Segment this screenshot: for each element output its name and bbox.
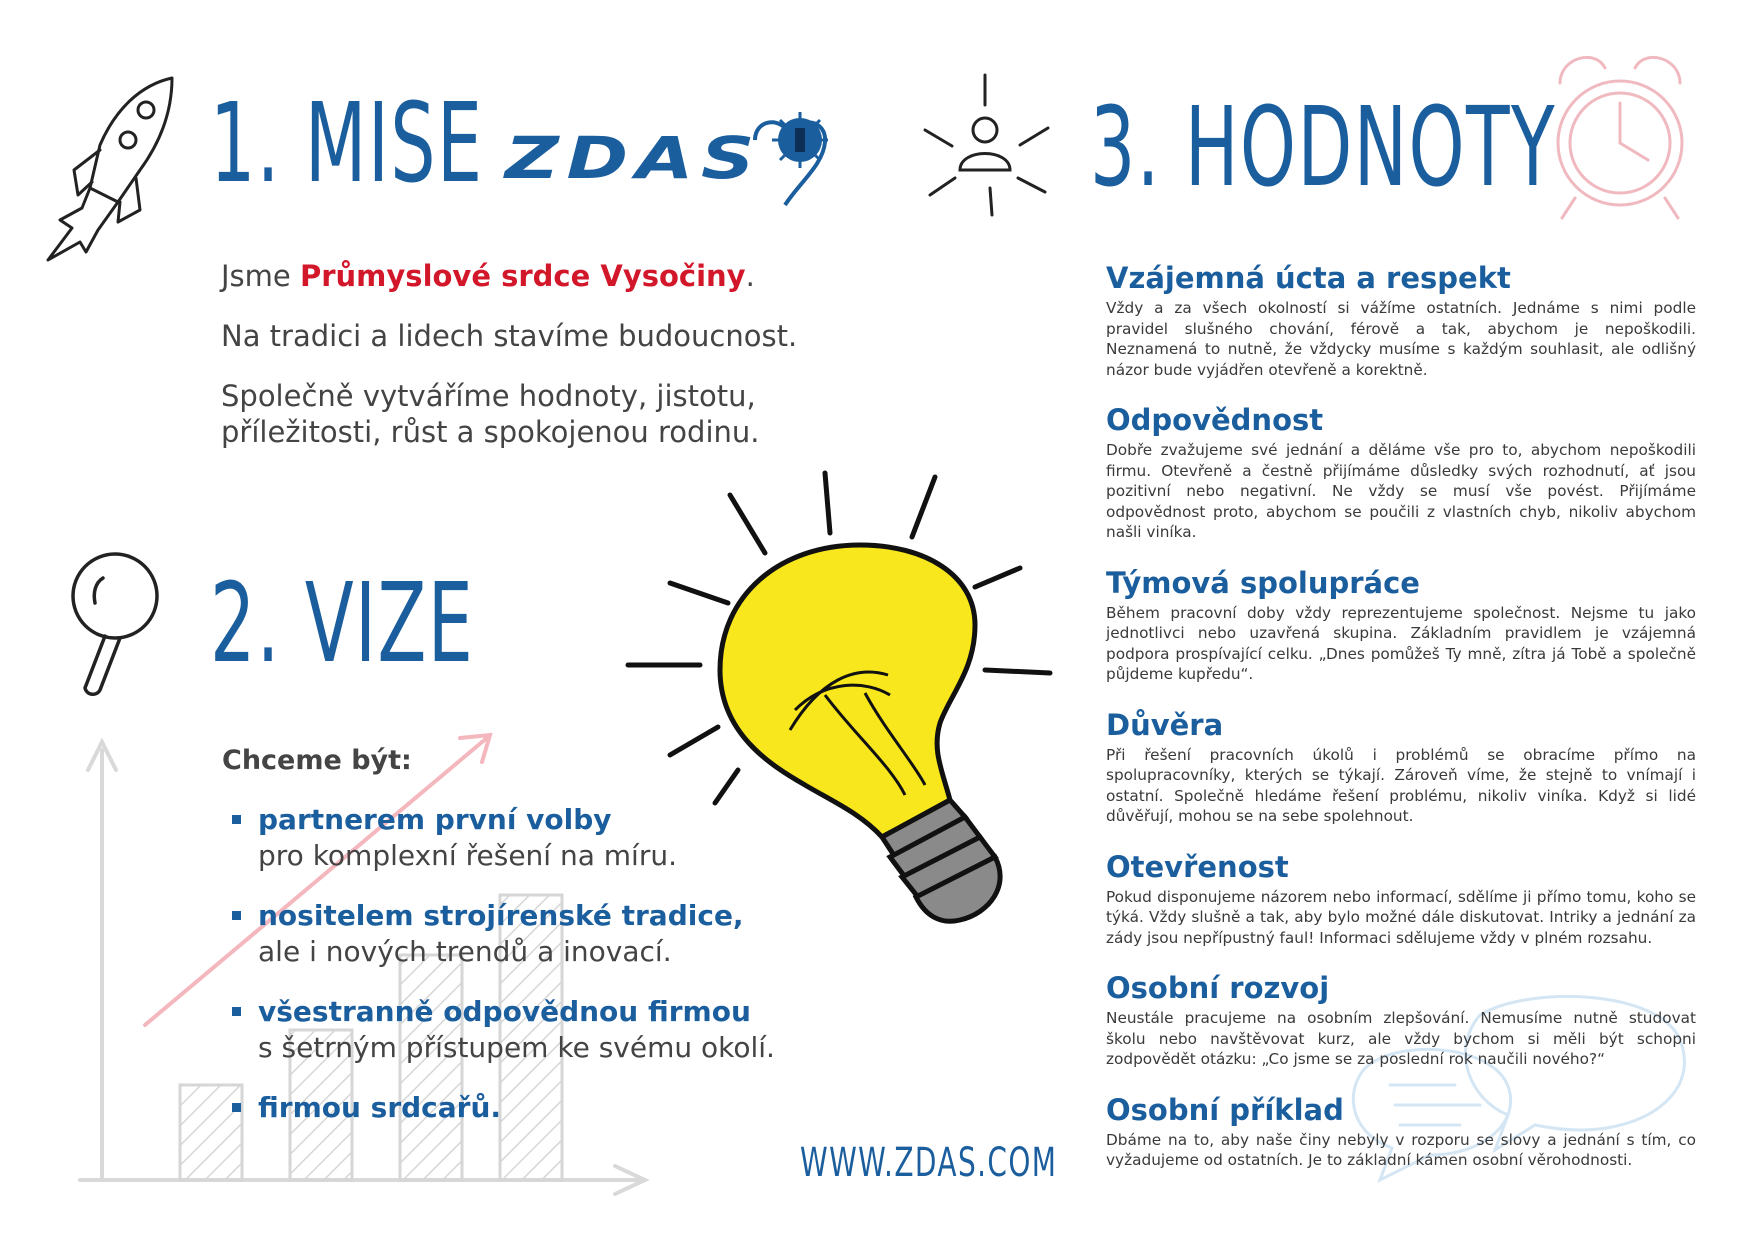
- zdas-logo: [505, 110, 825, 215]
- mission-highlight: Průmyslové srdce Vysočiny: [299, 259, 746, 293]
- values-list: [1106, 260, 1696, 1193]
- list-item: všestranně odpovědnou firmou s šetrným přístupem ke svému okolí.: [232, 994, 832, 1066]
- rocket-icon: [40, 70, 180, 270]
- mission-text: [221, 258, 841, 450]
- value-item: [1106, 565, 1696, 685]
- value-title: Vzájemná úcta a respekt: [1106, 261, 1511, 295]
- heart-icon: [745, 110, 835, 210]
- value-text: Neustále pracujeme na osobním zlepšování. Nemusíme nutně studovat školu nebo navštěvovat kurz, ale vždy bychom si měli být schopni zodpovědět otázku: „Co jsme se za poslední rok naučili nového?“: [1106, 1009, 1696, 1068]
- mission-line-2: Na tradici a lidech stavíme budoucnost.: [221, 319, 798, 353]
- value-item: [1106, 260, 1696, 380]
- value-text: Během pracovní doby vždy reprezentujeme společnost. Nejsme tu jako jednotlivci nebo uzavřená skupina. Základním pravidlem je vzájemná podpora prospívající celku. „Dnes pomůžeš Ty mně, zítra já Tobě a společně půjdeme kupředu“.: [1106, 603, 1696, 683]
- magnifier-icon: [65, 548, 175, 698]
- logo-text: ZDAS: [505, 124, 763, 192]
- value-title: Osobní rozvoj: [1106, 971, 1330, 1005]
- vision-intro: Chceme být:: [222, 745, 412, 776]
- heading-vize: 2. VIZE: [210, 559, 475, 687]
- value-text: Dbáme na to, aby naše činy nebyly v rozporu se slovy a jednání s tím, co vyžadujeme od ostatních. Je to základní kámen osobní věrohodnosti.: [1106, 1130, 1696, 1169]
- person-idea-icon: [910, 70, 1060, 220]
- value-item: [1106, 1092, 1696, 1171]
- heading-hodnoty: 3. HODNOTY: [1090, 83, 1556, 211]
- list-item: firmou srdcařů.: [232, 1090, 832, 1126]
- value-title: Osobní příklad: [1106, 1092, 1344, 1127]
- value-item: [1106, 707, 1696, 827]
- alarm-clock-icon: [1540, 48, 1700, 223]
- mission-line-3: Společně vytváříme hodnoty, jistotu, příležitosti, růst a spokojenou rodinu.: [221, 379, 760, 449]
- list-item: nositelem strojírenské tradice, ale i nových trendů a inovací.: [232, 898, 832, 970]
- value-title: Odpovědnost: [1106, 403, 1324, 437]
- value-item: [1106, 849, 1696, 949]
- value-title: Důvěra: [1106, 707, 1224, 742]
- light-bulb-icon: [620, 465, 1060, 945]
- value-title: Otevřenost: [1106, 849, 1289, 884]
- website-link[interactable]: WWW.ZDAS.COM: [800, 1140, 1058, 1186]
- value-text: Při řešení pracovních úkolů i problémů se obracíme přímo na spolupracovníky, kterých se týkají. Zároveň víme, že stejně to vnímají i ostatní. Společně hledáme řešení problému, nikoliv viníka. Když si lidé důvěřují, mohou se na sebe spolehnout.: [1106, 745, 1696, 825]
- value-text: Pokud disponujeme názorem nebo informací, sdělíme ji přímo tomu, koho se týká. Vždy slušně a tak, aby bylo možné dále diskutovat. Intriky a jednání za zády jsou nepřípustný faul! Informaci sdělujeme vždy v plném rozsahu.: [1106, 887, 1696, 947]
- list-item: partnerem první volby pro komplexní řešení na míru.: [232, 802, 832, 874]
- value-title: Týmová spolupráce: [1106, 565, 1420, 600]
- value-text: Vždy a za všech okolností si vážíme ostatních. Jednáme s nimi podle pravidel slušného chování, férově a tak, abychom je nepoškodili. Neznamená to nutně, že vždycky musíme s každým souhlasit, ale odlišný názor bude vyjádřen otevřeně a korektně.: [1106, 299, 1696, 379]
- value-text: Dobře zvažujeme své jednání a děláme vše pro to, abychom nepoškodili firmu. Otevřeně a čestně přijímáme důsledky svých rozhodnutí, ať jsou pozitivní nebo negativní. Ne vždy se musí vše povést. Přijímáme odpovědnost proto, abychom se poučili z vlastních chyb, nikoliv abychom našli viníka.: [1106, 441, 1696, 541]
- heading-mise: 1. MISE: [210, 79, 484, 207]
- value-item: [1106, 402, 1696, 543]
- mission-line-1: Jsme Průmyslové srdce Vysočiny.: [221, 259, 755, 293]
- value-item: [1106, 970, 1696, 1070]
